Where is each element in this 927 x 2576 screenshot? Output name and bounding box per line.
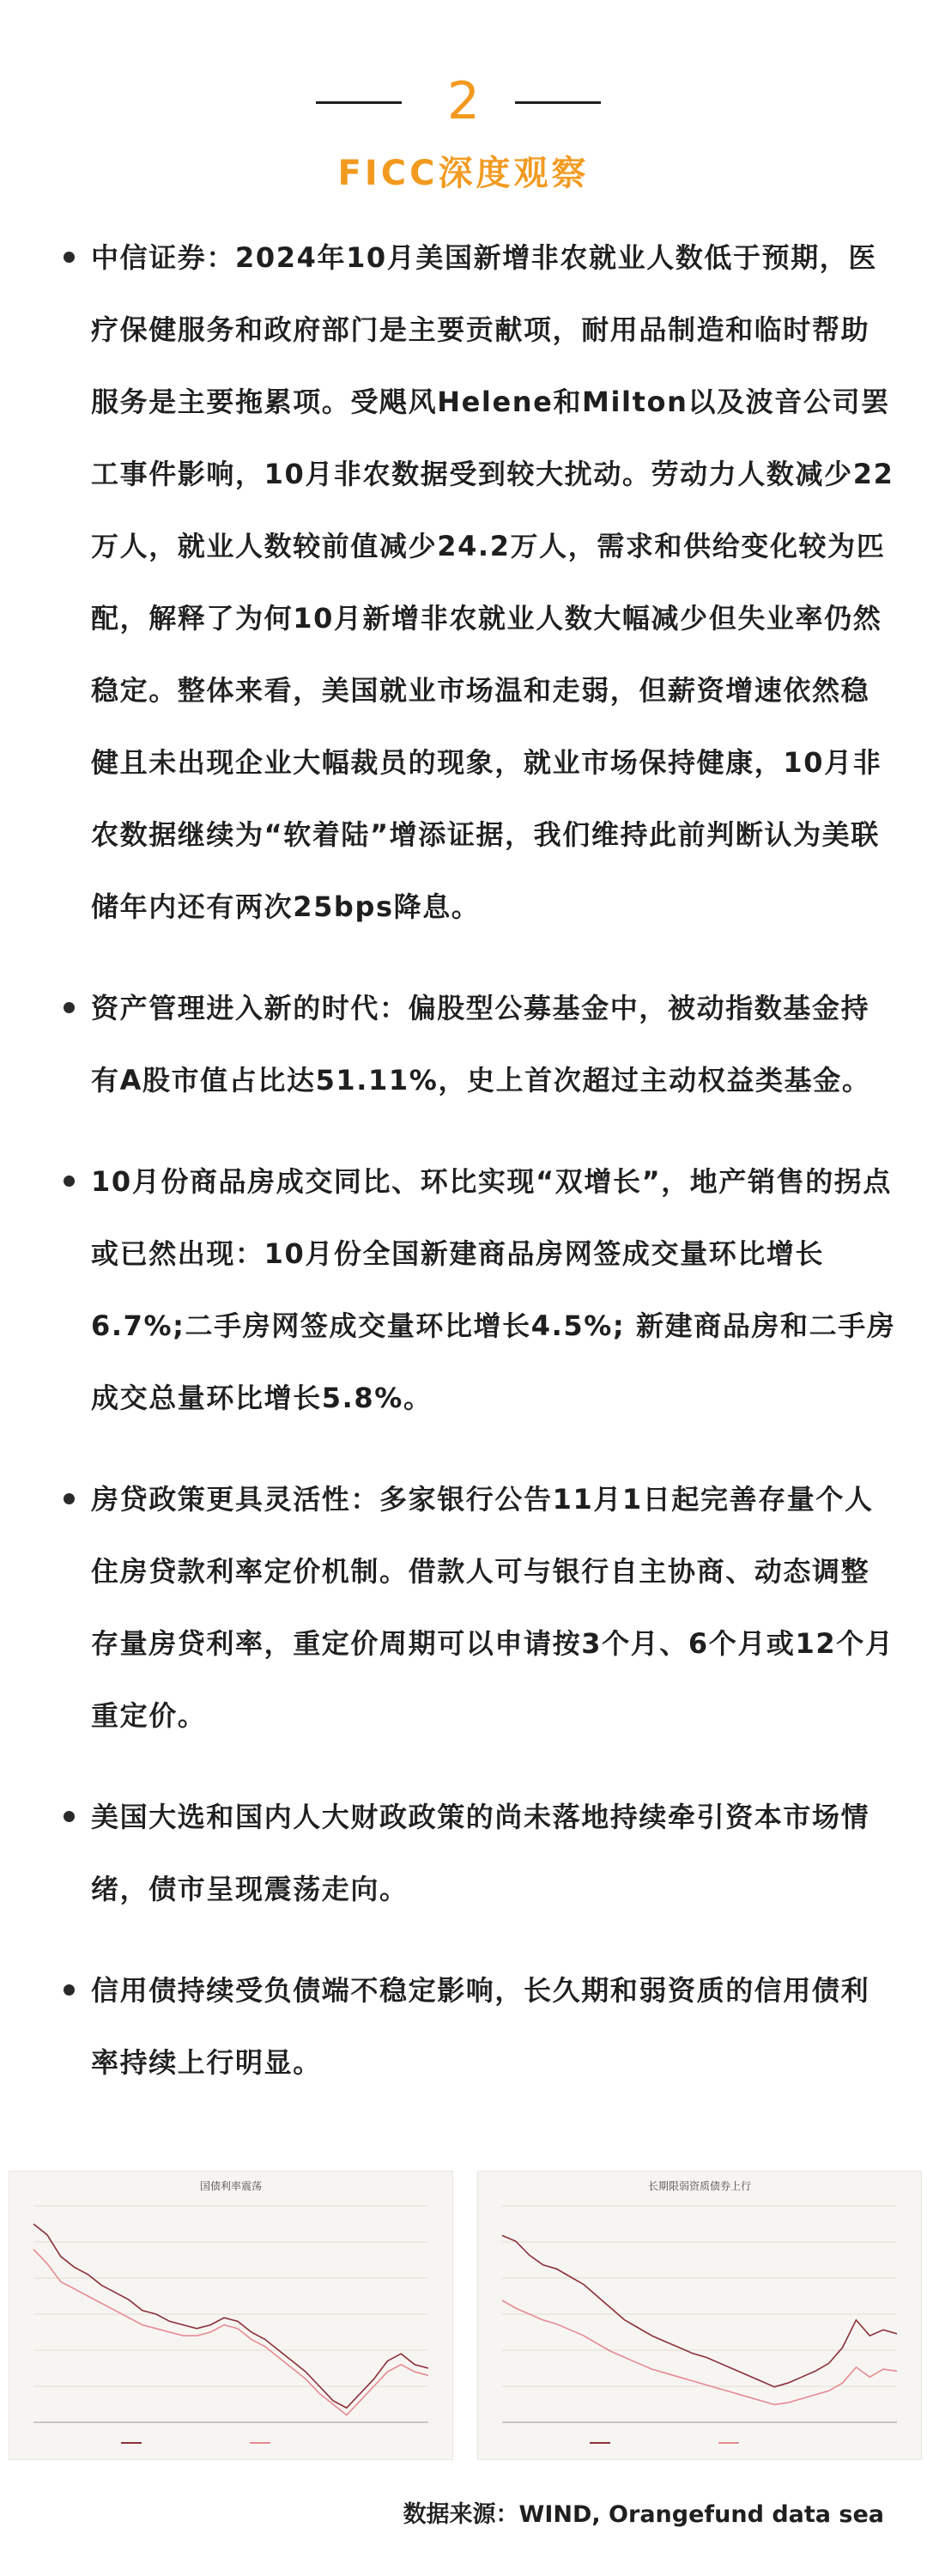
- chart-title: 国债利率震荡: [199, 2180, 262, 2192]
- bullet-text: 信用债持续受负债端不稳定影响，长久期和弱资质的信用债利率持续上行明显。: [91, 1974, 870, 2079]
- bullet-text: 中信证券：2024年10月美国新增非农就业人数低于预期，医疗保健服务和政府部门是主要贡献项，耐用品制造和临时帮助服务是主要拖累项。受飓风Helene和Milton以及波音公司罢工事件影响，10月非农数据受到较大扰动。劳动力人数减少22万人，就业人数较前值减少24.2万人，需求和供给变化较为匹配，解释了为何10月新增非农就业人数大幅减少但失业率仍然稳定。整体来看，美国就业市场温和走弱，但薪资增速依然稳健且未出现企业大幅裁员的现象，就业市场保持健康，10月非农数据继续为“软着陆”增添证据，我们维持此前判断认为美联储年内还有两次25bps降息。: [91, 241, 894, 923]
- series-line-2: [33, 2249, 428, 2415]
- bullet-dot: [64, 1493, 75, 1504]
- bullet-item: [57, 1463, 898, 1752]
- bullet-dot: [64, 252, 75, 263]
- bullet-text: 房贷政策更具灵活性：多家银行公告11月1日起完善存量个人住房贷款利率定价机制。借款人可与银行自主协商、动态调整存量房贷利率，重定价周期可以申请按3个月、6个月或12个月重定价。: [91, 1483, 894, 1732]
- long-term-bond-chart: [477, 2171, 922, 2460]
- data-source: 数据来源：WIND, Orangefund data sea: [403, 2501, 884, 2528]
- header-left-rule: [316, 101, 402, 104]
- treasury-yield-chart: [9, 2171, 453, 2460]
- section-header: [0, 60, 927, 129]
- bullet-item: [57, 1954, 898, 2099]
- header-right-rule: [515, 101, 601, 104]
- charts-row: [9, 2171, 920, 2458]
- chart-plot: [9, 2194, 452, 2457]
- bullet-text: 10月份商品房成交同比、环比实现“双增长”，地产销售的拐点或已然出现：10月份全国新建商品房网签成交量环比增长6.7%;二手房网签成交量环比增长4.5%; 新建商品房和二手房成交总量环比增长5.8%。: [91, 1165, 896, 1414]
- bullet-text: 美国大选和国内人大财政政策的尚未落地持续牵引资本市场情绪，债市呈现震荡走向。: [91, 1801, 870, 1905]
- series-line-1: [502, 2235, 897, 2386]
- bullet-item: [57, 972, 898, 1116]
- bullet-dot: [64, 1811, 75, 1822]
- chart-plot: [478, 2194, 921, 2457]
- chart-title: 长期限弱资质债券上行: [647, 2180, 751, 2192]
- bullet-item: [57, 1781, 898, 1925]
- bullet-item: [57, 222, 898, 943]
- bullet-text: 资产管理进入新的时代：偏股型公募基金中，被动指数基金持有A股市值占比达51.11%，史上首次超过主动权益类基金。: [91, 992, 871, 1097]
- bullet-dot: [64, 1984, 75, 1996]
- section-title: FICC深度观察: [337, 154, 590, 193]
- bullet-item: [57, 1145, 898, 1434]
- bullet-dot: [64, 1176, 75, 1187]
- series-line-1: [33, 2224, 428, 2408]
- bullet-dot: [64, 1002, 75, 1013]
- bullet-list: [57, 222, 898, 2128]
- section-number: 2: [446, 71, 481, 131]
